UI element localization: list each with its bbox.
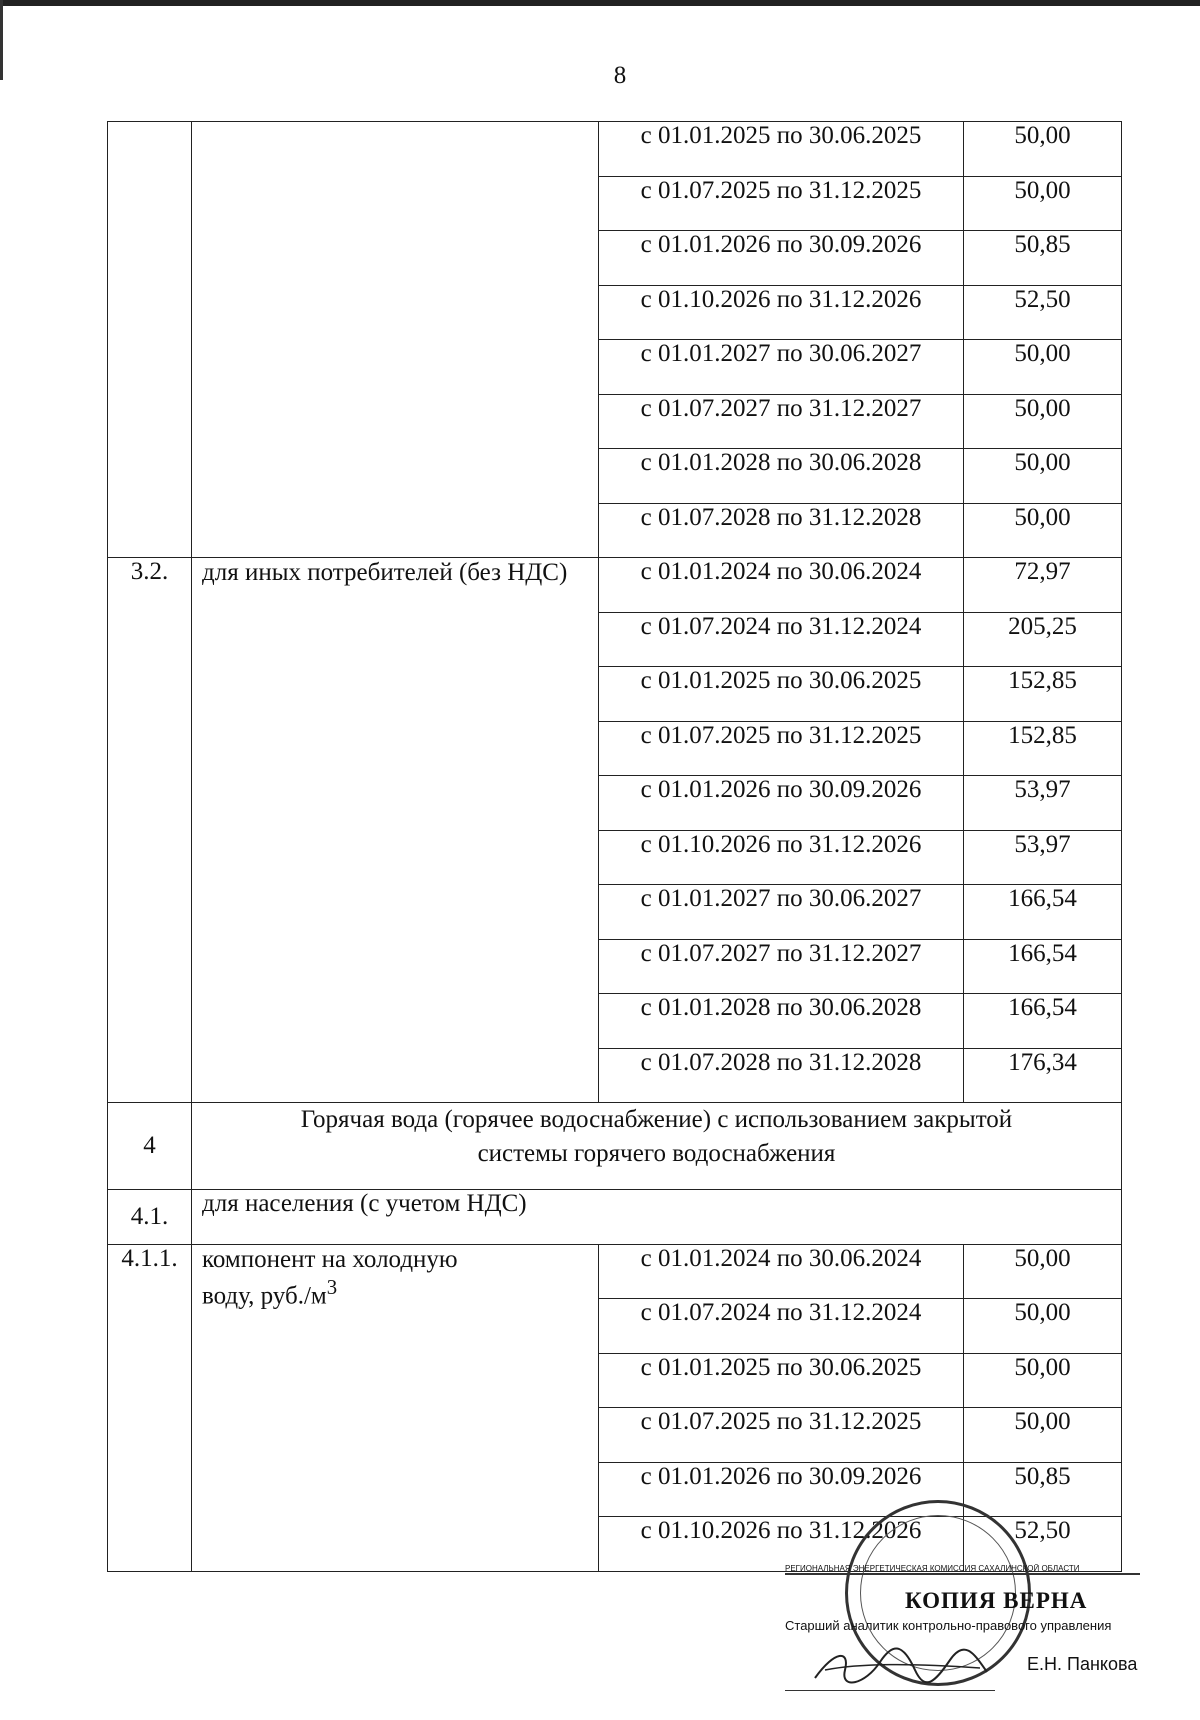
value-cell: 152,85 <box>964 721 1122 776</box>
period-cell: с 01.07.2024 по 31.12.2024 <box>599 1299 964 1354</box>
value-cell: 52,50 <box>964 285 1122 340</box>
period-cell: с 01.10.2026 по 31.12.2026 <box>599 1517 964 1572</box>
period-cell: с 01.07.2025 по 31.12.2025 <box>599 721 964 776</box>
row-name-cell <box>192 122 599 558</box>
value-cell: 166,54 <box>964 994 1122 1049</box>
period-cell: с 01.01.2024 по 30.06.2024 <box>599 558 964 613</box>
row-number-cell <box>108 122 192 558</box>
value-cell: 53,97 <box>964 830 1122 885</box>
row-name-line: компонент на холодную <box>202 1245 458 1273</box>
tariff-table <box>107 121 1122 1572</box>
period-cell: с 01.01.2024 по 30.06.2024 <box>599 1244 964 1299</box>
page-number: 8 <box>613 62 627 89</box>
stamp-title: КОПИЯ ВЕРНА <box>905 1588 1088 1613</box>
value-cell: 166,54 <box>964 939 1122 994</box>
period-cell: с 01.10.2026 по 31.12.2026 <box>599 285 964 340</box>
period-cell: с 01.07.2024 по 31.12.2024 <box>599 612 964 667</box>
value-cell: 152,85 <box>964 667 1122 722</box>
table-row <box>108 1190 1122 1245</box>
certification-stamp <box>765 1500 1150 1720</box>
section-title-line: системы горячего водоснабжения <box>477 1139 836 1167</box>
value-cell: 50,00 <box>964 1353 1122 1408</box>
row-number-cell: 3.2. <box>108 558 192 1103</box>
period-cell: с 01.07.2027 по 31.12.2027 <box>599 939 964 994</box>
value-cell: 50,00 <box>964 503 1122 558</box>
value-cell: 72,97 <box>964 558 1122 613</box>
value-cell: 53,97 <box>964 776 1122 831</box>
period-cell: с 01.01.2027 по 30.06.2027 <box>599 340 964 395</box>
stamp-position: Старший аналитик контрольно-правового управления <box>785 1618 1112 1633</box>
value-cell: 50,85 <box>964 1462 1122 1517</box>
table-row <box>108 1244 1122 1299</box>
section-title-cell <box>192 1103 1122 1190</box>
period-cell: с 01.01.2025 по 30.06.2025 <box>599 122 964 177</box>
unit-superscript: 3 <box>326 1274 338 1299</box>
period-cell: с 01.01.2025 по 30.06.2025 <box>599 1353 964 1408</box>
row-name-cell: для иных потребителей (без НДС) <box>192 558 599 1103</box>
value-cell: 50,00 <box>964 394 1122 449</box>
period-cell: с 01.10.2026 по 31.12.2026 <box>599 830 964 885</box>
value-cell: 52,50 <box>964 1517 1122 1572</box>
value-cell: 50,00 <box>964 176 1122 231</box>
period-cell: с 01.01.2026 по 30.09.2026 <box>599 231 964 286</box>
value-cell: 50,00 <box>964 1244 1122 1299</box>
table-row <box>108 122 1122 177</box>
row-number-cell: 4 <box>108 1103 192 1190</box>
period-cell: с 01.01.2026 по 30.09.2026 <box>599 776 964 831</box>
table-row <box>108 1103 1122 1190</box>
value-cell: 176,34 <box>964 1048 1122 1103</box>
section-title-line: Горячая вода (горячее водоснабжение) с использованием закрытой <box>300 1106 1013 1133</box>
period-cell: с 01.01.2026 по 30.09.2026 <box>599 1462 964 1517</box>
period-cell: с 01.07.2025 по 31.12.2025 <box>599 1408 964 1463</box>
top-border <box>0 0 1200 6</box>
period-cell: с 01.01.2025 по 30.06.2025 <box>599 667 964 722</box>
stamp-name: Е.Н. Панкова <box>1027 1654 1138 1674</box>
value-cell: 50,00 <box>964 449 1122 504</box>
value-cell: 166,54 <box>964 885 1122 940</box>
period-cell: с 01.01.2028 по 30.06.2028 <box>599 994 964 1049</box>
value-cell: 205,25 <box>964 612 1122 667</box>
value-cell: 50,00 <box>964 122 1122 177</box>
table-row <box>108 558 1122 613</box>
row-number-cell: 4.1. <box>108 1190 192 1245</box>
unit-text: воду, руб./м <box>202 1281 327 1309</box>
signature <box>805 1640 995 1690</box>
period-cell: с 01.01.2028 по 30.06.2028 <box>599 449 964 504</box>
value-cell: 50,00 <box>964 340 1122 395</box>
subsection-title-cell: для населения (с учетом НДС) <box>192 1190 1122 1245</box>
stamp-organization: РЕГИОНАЛЬНАЯ ЭНЕРГЕТИЧЕСКАЯ КОМИССИЯ САХАЛИНСКОЙ ОБЛАСТИ <box>785 1564 1140 1575</box>
row-name-cell <box>192 1244 599 1571</box>
row-name-line <box>202 1275 588 1311</box>
value-cell: 50,85 <box>964 231 1122 286</box>
period-cell: с 01.07.2025 по 31.12.2025 <box>599 176 964 231</box>
signature-line <box>785 1690 995 1691</box>
value-cell: 50,00 <box>964 1408 1122 1463</box>
value-cell: 50,00 <box>964 1299 1122 1354</box>
row-number-cell: 4.1.1. <box>108 1244 192 1571</box>
period-cell: с 01.07.2028 по 31.12.2028 <box>599 1048 964 1103</box>
period-cell: с 01.01.2027 по 30.06.2027 <box>599 885 964 940</box>
period-cell: с 01.07.2028 по 31.12.2028 <box>599 503 964 558</box>
period-cell: с 01.07.2027 по 31.12.2027 <box>599 394 964 449</box>
